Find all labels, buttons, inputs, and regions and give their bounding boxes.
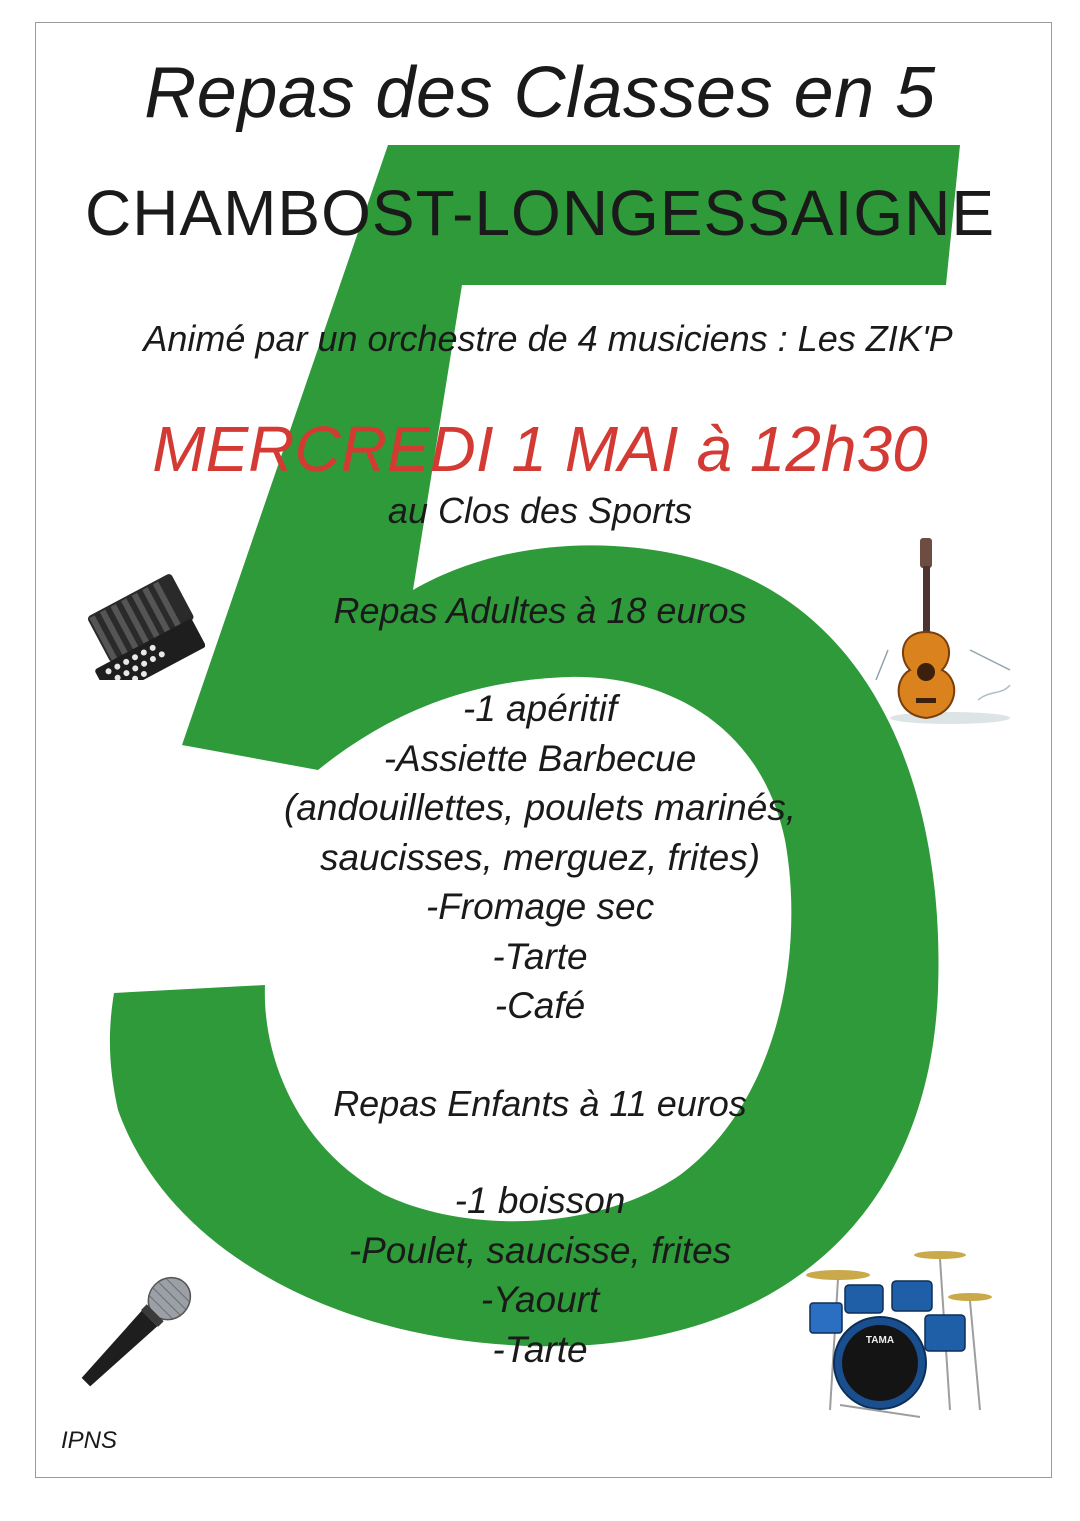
list-item: -1 apéritif: [462, 688, 618, 729]
adult-menu-list: [0, 684, 1080, 1031]
guitar-icon: [870, 530, 1020, 730]
microphone-icon: [62, 1262, 207, 1407]
drum-brand-label: TAMA: [865, 1335, 895, 1346]
list-item: -Yaourt: [480, 1279, 600, 1320]
accordion-icon: [70, 545, 205, 680]
town-name: CHAMBOST-LONGESSAIGNE: [84, 177, 996, 249]
adult-menu-heading: Repas Adultes à 18 euros: [333, 590, 747, 631]
child-menu-heading: Repas Enfants à 11 euros: [333, 1083, 747, 1124]
list-item: -Café: [494, 985, 586, 1026]
orchestra-tagline: Animé par un orchestre de 4 musiciens : Les ZIK'P: [143, 318, 953, 359]
list-item: (andouillettes, poulets marinés,: [283, 787, 797, 828]
list-item: -1 boisson: [454, 1180, 626, 1221]
list-item: -Tarte: [492, 1328, 588, 1370]
poster-title: Repas des Classes en 5: [144, 53, 936, 133]
event-venue: au Clos des Sports: [387, 490, 693, 531]
list-item: saucisses, merguez, frites): [319, 836, 761, 878]
list-item: -Poulet, saucisse, frites: [348, 1229, 732, 1271]
list-item: -Assiette Barbecue: [383, 737, 697, 779]
list-item: -Fromage sec: [425, 886, 655, 927]
ipns-footer: IPNS: [61, 1427, 118, 1454]
list-item: -Tarte: [492, 935, 588, 977]
event-date: MERCREDI 1 MAI à 12h30: [152, 413, 928, 485]
drum-kit-icon: [800, 1245, 1000, 1425]
